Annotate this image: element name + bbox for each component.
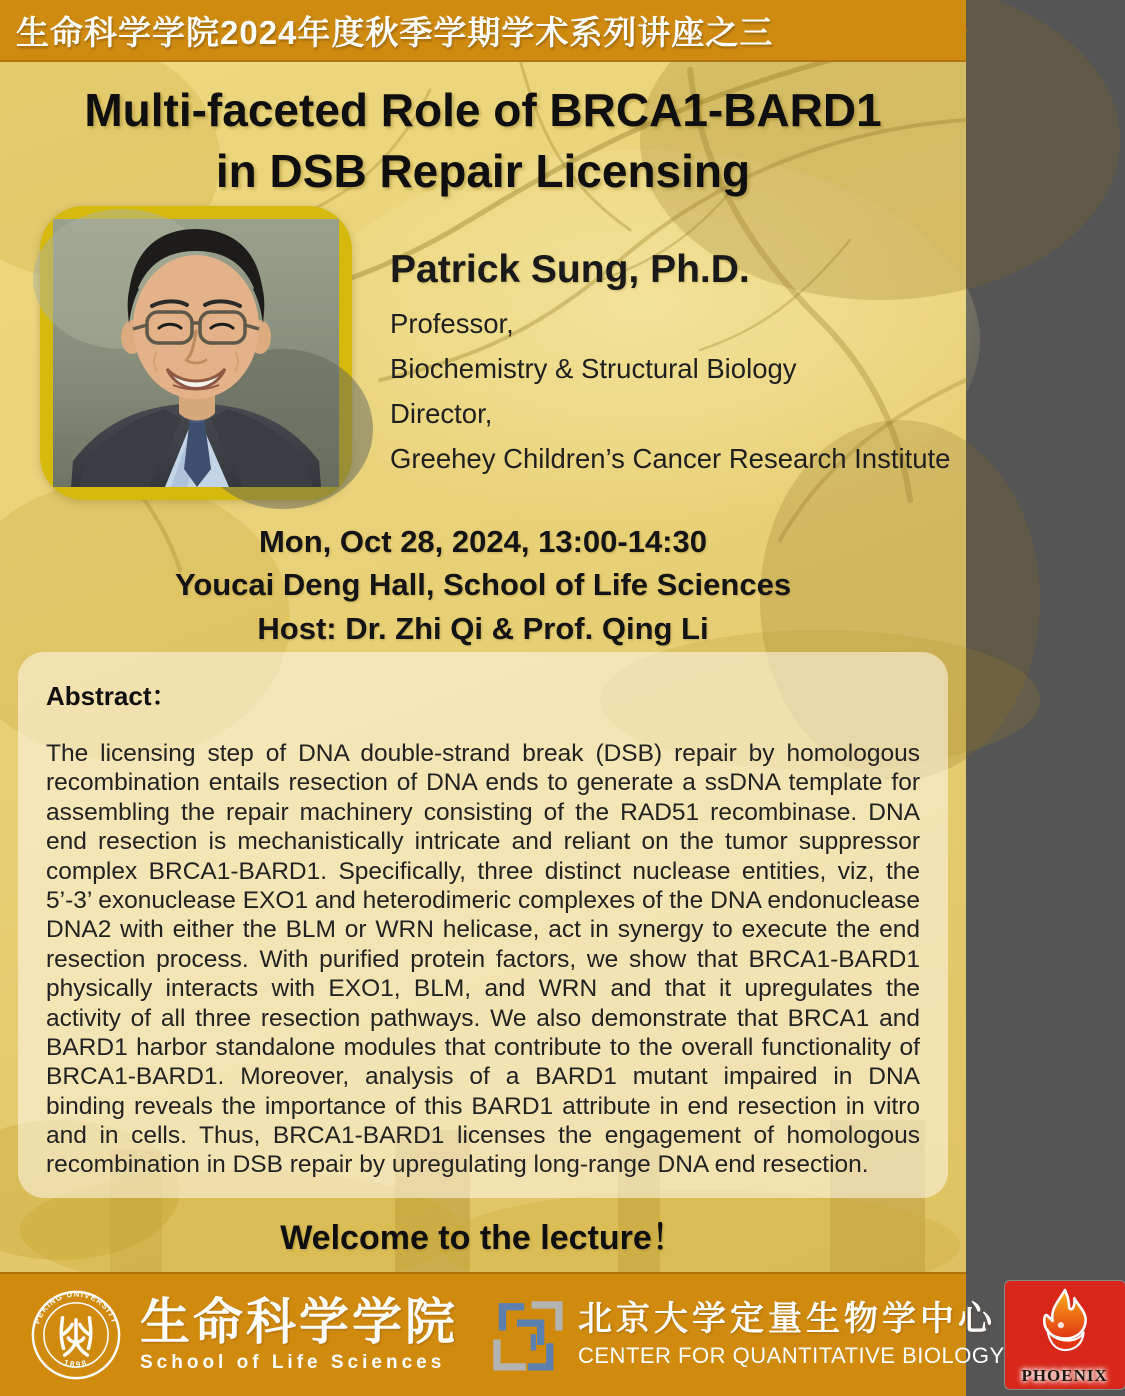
phoenix-label: PHOENIX (1021, 1366, 1108, 1385)
cqb-english-name: CENTER FOR QUANTITATIVE BIOLOGY (578, 1343, 1005, 1369)
event-datetime: Mon, Oct 28, 2024, 13:00-14:30 (258, 524, 707, 559)
top-banner (0, 0, 966, 62)
speaker-department: Biochemistry & Structural Biology (390, 353, 797, 384)
svg-text:1898 (63, 1358, 89, 1369)
pku-seal-icon (30, 1289, 122, 1381)
pku-seal-arc-text: PEKING UNIVERSITY (32, 1289, 120, 1326)
event-details (0, 520, 966, 650)
abstract-heading: Abstract： (46, 681, 178, 711)
lecture-title-line2: in DSB Repair Licensing (215, 145, 751, 198)
speaker-name: Patrick Sung, Ph.D. (390, 248, 750, 291)
phoenix-logo (1005, 1281, 1125, 1389)
cqb-logotype (578, 1298, 1005, 1369)
speaker-portrait-art (53, 219, 339, 487)
speaker-title-1: Professor, (390, 308, 514, 339)
event-host: Host: Dr. Zhi Qi & Prof. Qing Li (257, 610, 709, 646)
phoenix-flame-icon (1034, 1285, 1096, 1357)
abstract-body: The licensing step of DNA double-strand break (DSB) repair by homologous recombination entails resection of DNA ends to generate a ssDNA template for assembling the repair machinery consisting of the RAD51 recombinase. DNA end resection is mechanistically intricate and reliant on the tumor suppressor complex BRCA1-BARD1. Specifically, three distinct nuclease entities, viz, the 5’-3’ exonuclease EXO1 and heterodimeric complexes of the DNA endonuclease DNA2 with either the BLM or WRN helicase, act in synergy to execute the end resection process. With purified protein factors, we show that BRCA1-BARD1 physically interacts with EXO1, BLM, and WRN and that it upregulates the activity of all three resection pathways. We also demonstrate that BRCA1 and BARD1 harbor standalone modules that contribute to the overall functionality of BRCA1-BARD1. Moreover, analysis of a BARD1 mutant impaired in DNA binding reveals the importance of this BARD1 attribute in end resection in vitro and in cells. Thus, BRCA1-BARD1 licenses the engagement of homologous recombination in DSB repair by upregulating long-range DNA end resection. (46, 740, 920, 1179)
speaker-institute: Greehey Children’s Cancer Research Institute (390, 443, 951, 474)
speaker-title-2: Director, (390, 398, 493, 429)
series-title: 生命科学学院2024年度秋季学期学术系列讲座之三 (16, 13, 774, 51)
cqb-logo-icon (486, 1294, 568, 1376)
speaker-info (390, 248, 956, 488)
sls-chinese-name: 生命科学学院 (140, 1292, 458, 1351)
school-of-life-sciences-logotype (140, 1292, 458, 1375)
abstract-panel (18, 652, 948, 1198)
lecture-title-line1: Multi-faceted Role of BRCA1-BARD1 (84, 84, 882, 136)
speaker-photo (40, 206, 352, 500)
lecture-title (0, 80, 966, 202)
footer-banner (0, 1272, 1108, 1396)
pku-seal-year: 1898 (62, 1358, 90, 1370)
welcome-message: Welcome to the lecture！ (280, 1219, 686, 1257)
sls-english-name: School of Life Sciences (140, 1352, 446, 1374)
event-venue: Youcai Deng Hall, School of Life Sciences (174, 567, 792, 603)
cqb-chinese-name: 北京大学定量生物学中心 (578, 1298, 996, 1339)
